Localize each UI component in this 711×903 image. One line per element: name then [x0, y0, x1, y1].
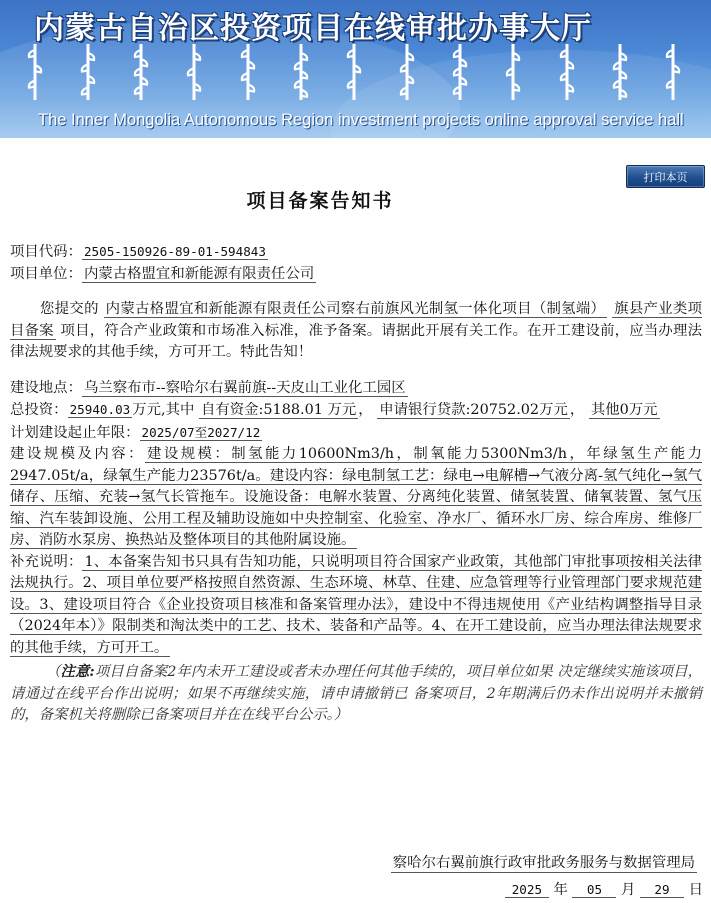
body-suffix: 项目，符合产业政策和市场准入标准，准予备案。请据此开展有关工作。在开工建设前，应当办理法律法规要求的其他手续，方可开工。特此告知！ — [10, 322, 702, 360]
mongolian-glyph-icon — [609, 42, 631, 102]
investment-unit: 万元,其中 — [132, 402, 195, 418]
day-unit: 日 — [688, 882, 703, 898]
mongolian-glyph-icon — [130, 42, 152, 102]
date-year: 2025 — [505, 882, 549, 898]
project-code-row — [10, 241, 702, 264]
investment-label: 总投资： — [10, 402, 68, 418]
notice-text: 项目自备案2年内未开工建设或者未办理任何其他手续的，项目单位如果 决定继续实施该项目，请通过在线平台作出说明；如果不再继续实施，请申请撤销已 备案项目，2年期满后仍未作出说明并未撤销的，备案机关将删除已备案项目并在在线平台公示。） — [10, 664, 703, 723]
banner-title-en: The Inner Mongolia Autonomous Region investment projects online approval service hall — [38, 111, 684, 129]
scale-label: 建设规模及内容： — [10, 446, 145, 462]
body-project-name: 内蒙古格盟宜和新能源有限责任公司察右前旗风光制氢一体化项目（制氢端） — [105, 301, 606, 317]
notice-open: （ — [46, 664, 61, 680]
record-notice-body — [10, 241, 702, 727]
notice-label: 注意: — [60, 663, 95, 680]
mongolian-glyph-icon — [556, 42, 578, 102]
mongolian-glyph-icon — [396, 42, 418, 102]
approval-paragraph — [10, 299, 702, 364]
bank-loan-value: 申请银行贷款:20752.02万元 — [379, 402, 568, 418]
date-month: 05 — [572, 882, 616, 898]
month-unit: 月 — [621, 882, 636, 898]
year-unit: 年 — [553, 882, 568, 898]
other-funds-value: 其他0万元 — [590, 402, 658, 418]
page-title: 项目备案告知书 — [246, 190, 394, 212]
project-code-value: 2505-150926-89-01-594843 — [83, 244, 266, 259]
issue-date — [505, 878, 703, 899]
supplement-value: 1、本备案告知书只具有告知功能，只说明项目符合国家产业政策，其他部门审批事项按相关法律法规执行。2、项目单位要严格按照自然资源、生态环境、林草、住建、应急管理等行业管理部门要求规范建设。3、建设项目符合《企业投资项目核准和备案管理办法》，建设中不得违规使用《产业结构调整指导目录（2024年本）》限制类和淘汰类中的工艺、技术、装备和产品等。4、在开工建设前，应当办理法律法规要求的其他手续，方可开工。 — [10, 553, 702, 656]
location-label: 建设地点： — [10, 379, 82, 396]
print-page-button[interactable]: 打印本页 — [626, 165, 705, 188]
banner-title-cn: 内蒙古自治区投资项目在线审批办事大厅 — [34, 11, 592, 46]
supplement-label: 补充说明： — [10, 553, 83, 570]
project-unit-label: 项目单位： — [10, 265, 82, 282]
mongolian-glyph-icon — [662, 42, 684, 102]
mongolian-glyph-icon — [77, 42, 99, 102]
own-funds-value: 自有资金:5188.01 万元 — [200, 402, 357, 418]
mongolian-script-icon — [24, 42, 684, 108]
date-day: 29 — [640, 882, 684, 898]
mongolian-glyph-icon — [343, 42, 365, 102]
investment-total: 25940.03 — [69, 402, 131, 417]
body-prefix: 您提交的 — [40, 301, 99, 317]
mongolian-glyph-icon — [449, 42, 471, 102]
body-dept-type: 旗县产业类项目备案 — [10, 301, 702, 339]
mongolian-glyph-icon — [290, 42, 312, 102]
period-label: 计划建设起止年限： — [10, 424, 140, 441]
period-row — [10, 422, 702, 445]
mongolian-glyph-icon — [183, 42, 205, 102]
scale-row — [10, 444, 702, 552]
project-unit-row — [10, 264, 702, 286]
mongolian-glyph-icon — [502, 42, 524, 102]
project-unit-value: 内蒙古格盟宜和新能源有限责任公司 — [83, 265, 315, 282]
header-banner — [0, 0, 711, 138]
mongolian-glyph-icon — [237, 42, 259, 102]
period-value: 2025/07至2027/12 — [141, 424, 261, 440]
mongolian-glyph-icon — [24, 42, 46, 102]
project-code-label: 项目代码： — [10, 244, 82, 260]
scale-value: 建设规模：制氢能力10600Nm3/h，制氧能力5300Nm3/h，年绿氢生产能力2947.05t/a，绿氧生产能力23576t/a。建设内容：绿电制氢工艺：绿电→电解槽→气液分离-氢气纯化→氢气储存、压缩、充装→氢气长管拖车。设施设备：电解水装置、分离纯化装置、储氢装置、储氧装置、氢气压缩、汽车装卸设施、公用工程及辅助设施如中央控制室、化验室、净水厂、循环水厂房、综合库房、维修厂房、消防水泵房、换热站及整体项目的其他附属设施。 — [10, 446, 702, 548]
notice-paragraph — [10, 661, 702, 727]
location-value: 乌兰察布市--察哈尔右翼前旗--天皮山工业化工园区 — [83, 379, 406, 396]
location-row — [10, 378, 702, 400]
investment-row: 总投资： 25940.03 万元,其中 自有资金:5188.01 万元 ， 申请银行贷款:20752.02万元 ， 其他0万元 — [10, 402, 658, 418]
supplement-row — [10, 552, 702, 660]
issuing-authority: 察哈尔右翼前旗行政审批政务服务与数据管理局 — [391, 851, 697, 873]
